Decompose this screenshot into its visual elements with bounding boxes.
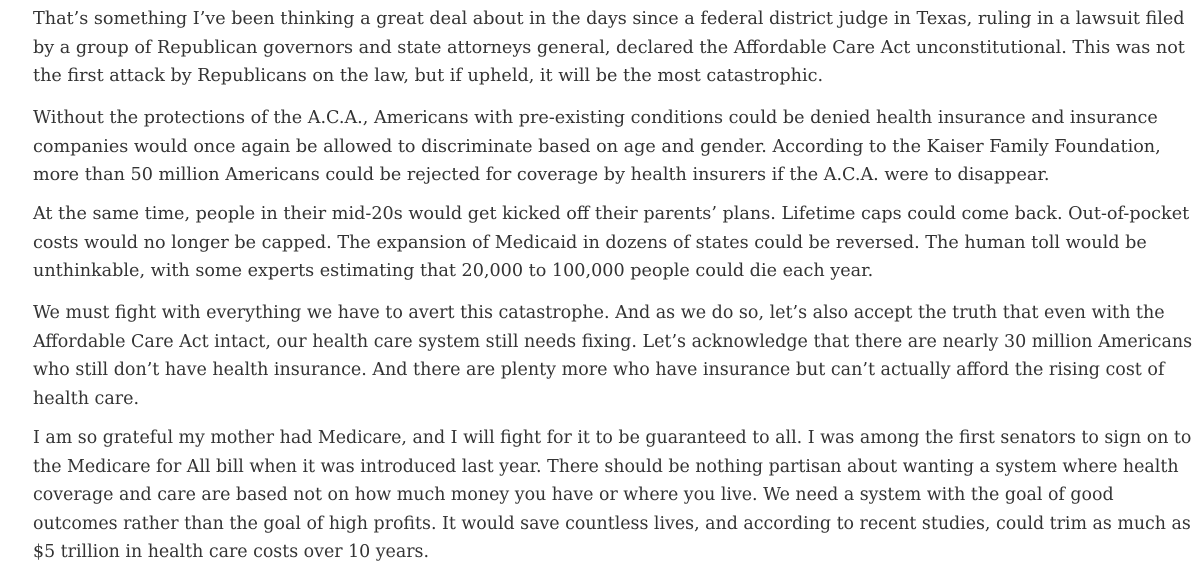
paragraph-line: That’s something I’ve been thinking a great deal about in the days since a federal district judge in Texas, ruling in a lawsuit filed bbox=[33, 9, 1185, 29]
paragraph-line: companies would once again be allowed to discriminate based on age and gender. According to the Kaiser Family Foundation, bbox=[33, 136, 1161, 157]
paragraph-line: We must fight with everything we have to avert this catastrophe. And as we do so, let’s also accept the truth that even with the bbox=[33, 303, 1165, 323]
paragraph-line: the first attack by Republicans on the law, but if upheld, it will be the most catastrophic. bbox=[33, 66, 824, 87]
paragraph-line: Without the protections of the A.C.A., Americans with pre-existing conditions could be denied health insurance and insurance bbox=[33, 108, 1158, 128]
paragraph-line: more than 50 million Americans could be rejected for coverage by health insurers if the A.C.A. were to disappear. bbox=[33, 165, 1050, 186]
paragraph-line: by a group of Republican governors and state attorneys general, declared the Affordable Care Act unconstitutional. This was not bbox=[33, 37, 1185, 58]
paragraph-line: At the same time, people in their mid-20s would get kicked off their parents’ plans. Lifetime caps could come back. Out-of-pocket bbox=[33, 204, 1190, 224]
paragraph-line: unthinkable, with some experts estimating that 20,000 to 100,000 people could die each year. bbox=[33, 261, 874, 282]
paragraph-line: outcomes rather than the goal of high profits. It would save countless lives, and according to recent studies, could trim as much as bbox=[33, 513, 1191, 534]
paragraph-4 bbox=[33, 299, 1192, 413]
paragraph-line: coverage and care are based not on how much money you have or where you live. We need a system with the goal of good bbox=[33, 485, 1114, 506]
paragraph-line: health care. bbox=[33, 388, 140, 409]
paragraph-line: costs would no longer be capped. The expansion of Medicaid in dozens of states could be reversed. The human toll would be bbox=[33, 232, 1147, 253]
paragraph-3 bbox=[33, 200, 1189, 286]
paragraph-line: who still don’t have health insurance. And there are plenty more who have insurance but can’t actually afford the rising cost of bbox=[33, 360, 1165, 381]
paragraph-1 bbox=[33, 5, 1185, 91]
paragraph-5 bbox=[33, 424, 1191, 567]
paragraph-2 bbox=[33, 104, 1161, 190]
paragraph-line: Affordable Care Act intact, our health care system still needs fixing. Let’s acknowledge that there are nearly 30 million Americans bbox=[33, 331, 1193, 352]
paragraph-line: $5 trillion in health care costs over 10 years. bbox=[33, 542, 429, 563]
paragraph-line: the Medicare for All bill when it was introduced last year. There should be nothing partisan about wanting a system where health bbox=[33, 456, 1179, 477]
paragraph-line: I am so grateful my mother had Medicare, and I will fight for it to be guaranteed to all. I was among the first senators to sign on to bbox=[33, 428, 1192, 448]
